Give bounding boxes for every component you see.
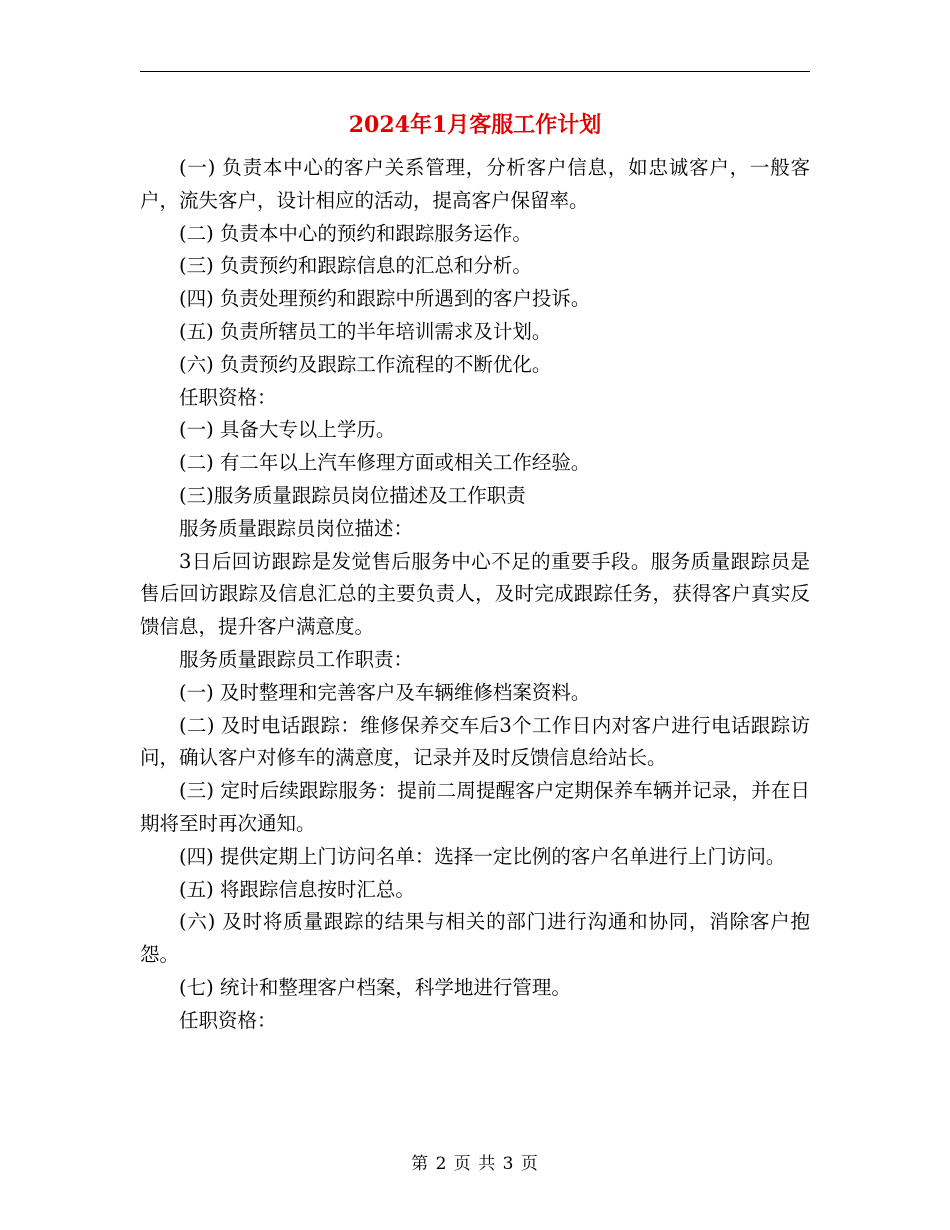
paragraph: (七) 统计和整理客户档案，科学地进行管理。 — [179, 975, 571, 999]
paragraph: (六) 及时将质量跟踪的结果与相关的部门进行沟通和协同，消除客户抱怨。 — [140, 910, 810, 967]
paragraph: (一) 及时整理和完善客户及车辆维修档案资料。 — [179, 680, 591, 704]
header-rule — [140, 71, 810, 72]
paragraph: (一) 具备大专以上学历。 — [179, 418, 396, 442]
paragraph: (二) 负责本中心的预约和跟踪服务运作。 — [179, 221, 532, 245]
paragraph: 3日后回访跟踪是发觉售后服务中心不足的重要手段。服务质量跟踪员是售后回访跟踪及信息汇总的主要负责人，及时完成跟踪任务，获得客户真实反馈信息，提升客户满意度。 — [140, 549, 810, 639]
section-heading: 服务质量跟踪员工作职责： — [179, 647, 414, 671]
section-heading: 任职资格： — [179, 1008, 277, 1032]
paragraph: (一) 负责本中心的客户关系管理，分析客户信息，如忠诚客户，一般客户，流失客户，设计相应的活动，提高客户保留率。 — [140, 156, 810, 212]
paragraph: (六) 负责预约及跟踪工作流程的不断优化。 — [179, 352, 552, 376]
paragraph: (五) 负责所辖员工的半年培训需求及计划。 — [179, 319, 552, 343]
document-title: 2024年1月客服工作计划 — [348, 112, 602, 138]
document-body — [140, 152, 810, 1038]
paragraph: (三) 负责预约和跟踪信息的汇总和分析。 — [179, 254, 532, 278]
paragraph: (二) 及时电话跟踪：维修保养交车后3个工作日内对客户进行电话跟踪访问，确认客户对修车的满意度，记录并及时反馈信息给站长。 — [140, 713, 810, 770]
section-heading: 服务质量跟踪员岗位描述： — [179, 516, 414, 540]
paragraph: (三) 定时后续跟踪服务：提前二周提醒客户定期保养车辆并记录，并在日期将至时再次通知。 — [140, 779, 810, 835]
paragraph: (二) 有二年以上汽车修理方面或相关工作经验。 — [179, 451, 591, 475]
paragraph: (四) 负责处理预约和跟踪中所遇到的客户投诉。 — [179, 287, 591, 311]
paragraph: (三)服务质量跟踪员岗位描述及工作职责 — [179, 483, 526, 507]
paragraph: (五) 将跟踪信息按时汇总。 — [179, 877, 415, 901]
section-heading: 任职资格： — [179, 385, 277, 409]
page-number: 第 2 页 共 3 页 — [411, 1154, 539, 1174]
paragraph: (四) 提供定期上门访问名单：选择一定比例的客户名单进行上门访问。 — [179, 844, 786, 868]
